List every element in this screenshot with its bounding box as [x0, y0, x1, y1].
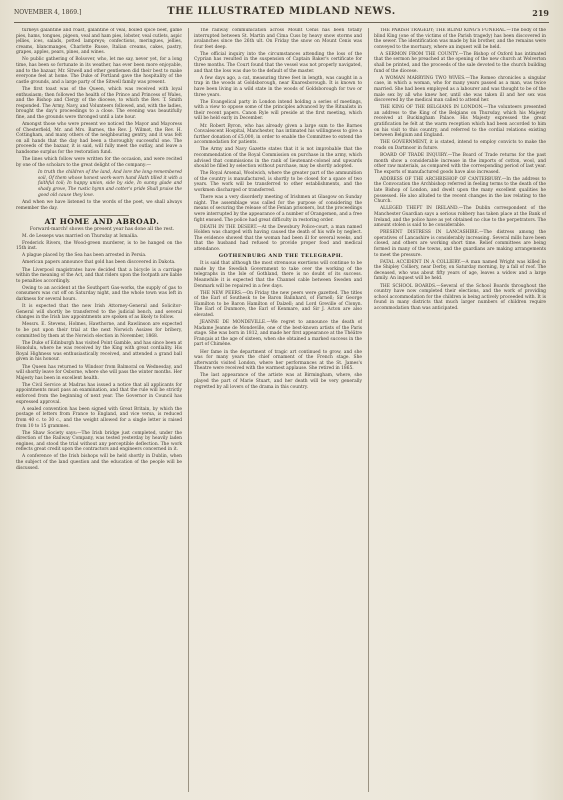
news-item: The Liverpool magistrates have decided that a bicycle is a carriage within the meaning of the Act, and that riders upon the footpath are liable to penalties accordingly.: [16, 267, 182, 284]
column-1: [16, 28, 182, 794]
news-item: The Queen has returned to Windsor from Balmoral on Wednesday, and will shortly leave for Osborne, where she will pass the winter months. Her Majesty has been in excellent health.: [16, 364, 182, 381]
news-item: M. de Lesseps was married on Thursday at Ismailia.: [22, 233, 139, 239]
news-item: THE GOVERNMENT, it is stated, intend to employ convicts to make the roads on Dartmoor in future.: [374, 140, 546, 151]
news-item: JEANNE DE MONDEVILLE.—We regret to announce the death of Madame Jeanne de Mondeville, one of the best-known artists of the Paris stage. She was born in 1812, and made her first appearance at the Théâtre Français at the age of sixteen, when she obtained a marked success in the part of Chimène.: [194, 320, 362, 348]
news-item: DEATH IN THE DESERT.—At the Dewsbury Police-court, a man named Holden was charged with having caused the death of his wife by neglect. The evidence showed that the woman had been ill for several weeks, and that the husband had refused to provide proper food and medical attendance.: [194, 224, 362, 252]
news-item: A WOMAN MARRYING TWO WIVES.—The Romeo chronicles a singular case, in which a woman, who for many years passed as a man, was twice married. She had been employed as a labourer and was thought to be of the male sex by all who knew her, until she was taken ill and her sex was discovered by the medical man called to attend her.: [374, 75, 546, 104]
header-date: NOVEMBER 4, 1869.]: [14, 9, 82, 16]
news-item: BOARD OF TRADE INQUIRY.—The Board of Trade returns for the past month show a considerable increase in the imports of cotton, wool, and other raw materials, as compared with the corresponding period of last year. The exports of manufactured goods have also increased.: [374, 152, 546, 175]
news-item: A conference of the Irish bishops will be held shortly in Dublin, when the subject of the land question and the education of the people will be discussed.: [16, 454, 182, 471]
article-paragraph: The first toast was of the Queen, which was received with loyal enthusiasm; then followed the health of the Prince and Princess of Wales, and the Bishop and Clergy of the diocese, to which the Rev. T. Smith responded. The Army, Navy, and Volunteers followed, and, with the ladies, brought the day's proceedings to a close. The evening was beautifully fine, and the grounds were thronged until a late hour.: [16, 86, 182, 120]
news-item: Owing to an accident at the Southport Gas-works, the supply of gas to consumers was cut off on Saturday night, and the whole town was left in darkness for several hours.: [16, 285, 182, 303]
news-item: It is expected that the new Irish Attorney-General and Solicitor-General will shortly be transferred to the judicial bench, and several changes in the Irish law appointments are spoken of as likely to follow.: [16, 304, 182, 321]
news-item: THE PARISH TRAGEDY; THE BLIND KING'S FUNERAL.—The body of the blind King (one of the victims of the Parish tragedy) has been discovered in the sewer. The identification was made by his brother, and the remains were conveyed to the mortuary, where an inquest will be held.: [374, 28, 546, 50]
news-item: A few days ago, a cat, measuring three feet in length, was caught in a trap in the woods at Goldsborough, near Knaresborough. It is known to have been living in a wild state in the woods of Goldsborough for two or three years.: [194, 75, 362, 98]
news-item: ALLEGED THEFT IN IRELAND.—The Dublin correspondent of the Manchester Guardian says a serious robbery has taken place at the Bank of Ireland, and the police have as yet obtained no clue to the perpetrators. The amount stolen is said to be considerable.: [374, 206, 546, 229]
column-3: [374, 28, 546, 794]
section-heading: GOTHENBURG AND THE TELEGRAPH.: [218, 253, 344, 260]
article-paragraph: The lines which follow were written for the occasion, and were recited by one of the scholars to the great delight of the company:—: [16, 157, 182, 168]
article-paragraph: Amongst those who were present we noticed the Mayor and Mayoress of Chesterfield, Mr. and Mrs. Barnes, the Rev. J. Wilmot, the Rev. H. Cottingham, and many others of the neighbouring gentry, and it was felt on all hands that the day had been a thoroughly successful one. The proceeds of the bazaar, it is said, will fully meet the outlay, and leave a handsome surplus for the restoration fund.: [16, 122, 182, 155]
section-heading: AT HOME AND ABROAD.: [44, 217, 160, 227]
header-rule: [14, 22, 549, 23]
news-item: The Duke of Edinburgh has visited Point Gamble, and has since been at Honolulu, where he was received by the King with great cordiality. His Royal Highness was enthusiastically received, and attended a grand ball given in his honour.: [16, 340, 182, 363]
header-title: THE ILLUSTRATED MIDLAND NEWS.: [167, 6, 396, 17]
news-item: A SERMON FROM THE COUNTY.—The Bishop of Oxford has intimated that the sermon he preached at the opening of the new church at Wolverton shall be printed, and the proceeds of the sale devoted to the church building fund of the diocese.: [374, 51, 546, 74]
news-item: The official inquiry into the circumstances attending the loss of the Cyprian has resulted in the suspension of Captain Baker's certificate for three months. The Court found that the vessel was not properly navigated, and that the loss was due to the default of the master.: [194, 51, 362, 74]
news-item: A plague placed by the Sea has been arrested in Persia.: [22, 253, 147, 259]
section-subheading: Forward-march! shows the present year has done all the rest.: [29, 226, 175, 232]
news-item: Messrs. E. Stevens, Holmes, Hawthorne, and Rawlinson are expected to be put upon their trial at the next Norwich Assizes for bribery, committed by them at the Norwich election in November, 1868.: [16, 322, 182, 339]
column-2: [194, 28, 362, 794]
column-divider: [368, 28, 369, 792]
news-item: ADDRESS OF THE ARCHBISHOP OF CANTERBURY.—In the address to the Convocation the Archbishop referred in feeling terms to the death of the late Bishop of London, and dwelt upon the many excellent qualities he possessed. He also alluded to the recent changes in the law relating to the Church.: [374, 176, 546, 205]
news-item: THE NEW PEERS.—On Friday the new peers were gazetted. The titles of the Earl of Southesk to be Baron Balinhard, of Farnell; Sir George Hamilton to be Baron Hamilton of Dalzell; and Lord Greville of Clonyn. The Earl of Dunmore, the Earl of Kenmare, and Sir J. Acton are also elevated.: [194, 290, 362, 318]
news-item: There was a very disorderly meeting of Irishmen at Glasgow on Sunday night. The assemblage was called for the purpose of considering the means of securing the release of the Fenian prisoners, but the proceedings were interrupted by the appearance of a number of Orangemen, and a free fight ensued. The police had great difficulty in restoring order.: [194, 195, 362, 223]
column-divider: [188, 28, 189, 792]
news-item: The Evangelical party in London intend holding a series of meetings, with a view to oppose some of the principles advanced by the Ritualists in their recent papers. Canon Ryle will preside at the first meeting, which will be held early in December.: [194, 99, 362, 122]
news-item: The Shaw Society says:—The Irish bridge just completed, under the direction of the Railway Company, was tested yesterday by heavily laden engines, and stood the trial without any perceptible deflection. The work reflects great credit upon the contractors and engineers concerned in it.: [16, 430, 182, 453]
poem-verse: In truth the children of the land, And lore the long-remembered soil, Of them whose honest work-worn hand Hath tilled it with a faithful toil; In happy union, side by side, In sunny glade and shady grove, The rustic hymn and cotter's pride Shall praise the good old cause they love.: [38, 170, 182, 198]
news-item: A sealed convention has been signed with Great Britain, by which the postage of letters from France to England, and vice versa, is reduced from 40 c. to 30 c., and the weight allowed for a single letter is raised from 10 to 15 grammes.: [16, 406, 182, 429]
news-item: It is said that although the most strenuous exertions will continue to be made by the Swedish Government to take over the working of the telegraphs in the Isle of Gothland, there is no doubt of its success. Meanwhile it is expected that the Channel cable between Sweden and Denmark will be repaired in a few days.: [194, 261, 362, 289]
page-number: 219: [532, 8, 549, 18]
article-paragraph: No public gathering of Bolsover, who, let me say, never yet, for a long time, has been so fortunate in its weather, has ever been more enjoyable, and to the bazaar, Mr. Sitwell and other gentlemen did their best to make everyone feel at home. The Duke of Portland gave the hospitality of the castle grounds, and a large party of the Sitwell family was present.: [16, 57, 182, 85]
news-item: The Civil Service at Madras has issued a notice that all applicants for appointments must pass an examination, and that the rule will be strictly enforced from the beginning of next year. The Governor in Council has expressed approval.: [16, 382, 182, 405]
news-item: FATAL ACCIDENT IN A COLLIERY.—A man named Wright was killed in the Shipley Colliery, near Derby, on Saturday morning, by a fall of roof. The deceased, who was about fifty years of age, leaves a widow and a large family. An inquest will be held.: [374, 259, 546, 282]
news-item: PRESENT DISTRESS IN LANCASHIRE.—The distress among the operatives of Lancashire is considerably increasing. Several mills have been closed, and others are working short time. Relief committees are being formed in many of the towns, and the guardians are making arrangements to meet the pressure.: [374, 230, 546, 258]
article-paragraph: turkeys galantine and roast, galantine of veal, boiled spice beef, game pies, hams, tongues, pigeon, veal and ham pies, lobster, veal cutlets, aspic jellies, ices, salads, potted lampreys; confections, meringues, jellies, creams, blancmanges, Charlotte Russe, Italian creams, cakes, pastry, grapes, apples, pears, pines, and wines.: [16, 28, 182, 56]
news-item: Mr. Robert Byron, who has already given a large sum to the Barnes Convalescent Hospital, Manchester, has intimated his willingness to give a further donation of £5,000, in order to enable the Committee to extend the accommodation for patients.: [194, 123, 362, 146]
news-item: THE SCHOOL BOARDS.—Several of the School Boards throughout the country have now completed their elections, and the work of providing school accommodation for the children is being actively proceeded with. It is found in many districts that much larger numbers of children require accommodation than was anticipated.: [374, 283, 546, 311]
news-item: Her fame in the department of tragic art continued to grow, and she was for many years the chief ornament of the French stage. She afterwards visited London, where her performances at the St. James's Theatre were received with the warmest applause. She retired in 1865.: [194, 349, 362, 372]
page-header: [14, 6, 549, 22]
news-item: Frederick Rivers, the Wood-green murderer, is to be hanged on the 15th inst.: [16, 240, 182, 252]
section-rule: [69, 215, 129, 216]
article-paragraph: And when we have listened to the words of the poet, we shall always remember the day.: [16, 200, 182, 211]
news-item: The Army and Navy Gazette states that it is not improbable that the recommendation of the Royal Commission on purchase in the army, which advised that commissions in the rank of lieutenant-colonel and upwards should be filled by selection without purchase, may be shortly adopted.: [194, 147, 362, 170]
news-item: The last appearance of the artiste was at Birmingham, where, she played the part of Marie Stuart, and her death will be very generally regretted by all lovers of the drama in this country.: [194, 373, 362, 390]
news-item: The railway communication across Mount Cenis has been totally interrupted between St. Martin and Cima Cuss by heavy snow storms and avalanches since the 26th ult. On Friday the snow on Mount Cenis was four feet deep.: [194, 28, 362, 50]
news-item: American papers announce that gold has been discovered in Dakota.: [22, 260, 176, 266]
news-item: THE KING OF THE BELGIANS IN LONDON.—The volunteers presented an address to the King of the Belgians on Thursday, which his Majesty received at Buckingham Palace. His Majesty expressed the great gratification he felt at the warm reception which had been accorded to him on his visit to this country, and referred to the cordial relations existing between Belgium and England.: [374, 105, 546, 139]
news-item: The Royal Arsenal, Woolwich, where the greater part of the ammunition of the country is manufactured, is shortly to be closed for a space of two years. The work will be transferred to other establishments, and the workmen discharged or transferred.: [194, 171, 362, 194]
